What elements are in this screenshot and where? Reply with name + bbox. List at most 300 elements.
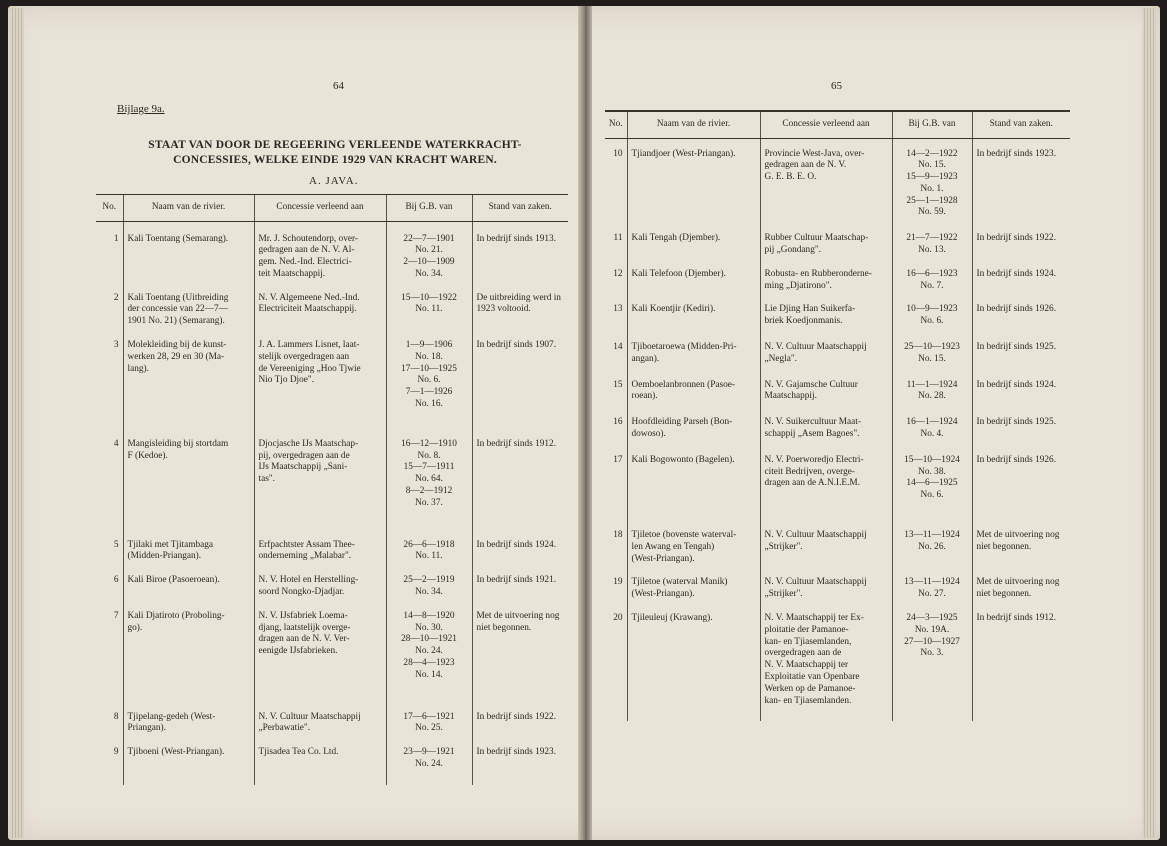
table-row xyxy=(96,540,568,564)
gb-reference-cell xyxy=(892,455,972,502)
row-number-cell xyxy=(605,149,627,220)
concession-holder-line: „Negla". xyxy=(764,353,797,364)
gb-reference-line: 23—9—1921 xyxy=(403,747,455,758)
row-number: 12 xyxy=(613,268,623,279)
river-name-line: Tjiletoe (bovenste waterval- xyxy=(631,530,737,541)
spacer-cell xyxy=(472,599,568,611)
concession-holder-line: Mr. J. Schoutendorp, over- xyxy=(258,233,358,244)
spacer-cell xyxy=(892,219,972,233)
concession-holder-line: N. V. Cultuur Maatschappij xyxy=(764,530,867,541)
spacer-cell xyxy=(386,328,472,340)
row-number-cell xyxy=(605,577,627,601)
spacer-cell xyxy=(972,328,1070,342)
concession-holder-line: N. V. Maatschappij ter Ex- xyxy=(764,613,864,624)
table-row xyxy=(605,530,1070,565)
page-edge-left xyxy=(10,8,24,838)
row-number-cell xyxy=(605,269,627,293)
gb-reference-line: No. 24. xyxy=(415,646,443,657)
gb-reference-line: 25—1—1928 xyxy=(906,195,958,206)
concession-holder-line: kan- en Tjiasemlanden. xyxy=(764,695,852,706)
concession-holder-cell xyxy=(760,233,892,257)
gb-reference-line: No. 37. xyxy=(415,497,443,508)
header-gb: Bij G.B. van xyxy=(892,111,972,139)
concession-holder-cell xyxy=(254,611,386,682)
status-text-line: niet begonnen. xyxy=(476,622,532,633)
river-name-line: Tjiboeni (West-Priangan). xyxy=(127,747,225,758)
gb-reference-line: No. 27. xyxy=(918,589,946,600)
status-text-line: In bedrijf sinds 1924. xyxy=(976,379,1057,390)
row-spacer xyxy=(96,281,568,293)
spacer-cell xyxy=(627,601,760,613)
gb-reference-line: 28—4—1923 xyxy=(403,658,455,669)
spacer-cell xyxy=(605,257,627,269)
concession-holder-line: Djocjasche IJs Maatschap- xyxy=(258,438,359,449)
header-status: Stand van zaken. xyxy=(972,111,1070,139)
status-text-line: In bedrijf sinds 1925. xyxy=(976,417,1057,428)
concession-holder-line: Werken op de Pamanoe- xyxy=(764,683,856,694)
gb-reference-cell xyxy=(386,340,472,411)
row-number-cell xyxy=(96,540,123,564)
river-name-line: Oemboelanbronnen (Pasoe- xyxy=(631,379,736,390)
concession-holder-line: Nio Tjo Djoe". xyxy=(258,375,315,386)
table-row xyxy=(605,613,1070,707)
gb-reference-line: No. 15. xyxy=(918,160,946,171)
concession-holder-line: J. A. Lammers Lisnet, laat- xyxy=(258,340,360,351)
spacer-cell xyxy=(972,601,1070,613)
spacer-cell xyxy=(472,281,568,293)
spacer-cell xyxy=(892,292,972,304)
status-text-line: In bedrijf sinds 1923. xyxy=(976,148,1057,159)
row-number: 11 xyxy=(613,233,623,244)
row-spacer xyxy=(605,441,1070,455)
gb-reference-cell xyxy=(386,293,472,328)
concession-holder-line: pij „Gondang". xyxy=(764,245,821,256)
gb-reference-cell xyxy=(892,149,972,220)
concession-holder-line: stelijk overgedragen aan xyxy=(258,351,350,362)
row-spacer xyxy=(96,328,568,340)
gb-reference-line: 7—1—1926 xyxy=(405,387,453,398)
spacer-cell xyxy=(123,281,254,293)
row-number: 3 xyxy=(113,340,119,351)
spacer-cell xyxy=(386,281,472,293)
page-edge-right xyxy=(1142,8,1156,838)
concession-holder-cell xyxy=(760,530,892,565)
concession-holder-line: N. V. Gajamsche Cultuur xyxy=(764,379,858,390)
status-text-line: Met de uitvoering nog xyxy=(976,577,1060,588)
spacer-cell xyxy=(892,565,972,577)
concession-holder-cell xyxy=(254,234,386,281)
spacer-cell xyxy=(386,563,472,575)
spacer-cell xyxy=(760,219,892,233)
gb-reference-cell xyxy=(892,530,972,565)
spacer-cell xyxy=(605,366,627,380)
gb-reference-line: No. 7. xyxy=(920,280,944,291)
row-number: 13 xyxy=(613,304,623,315)
river-name-line: Tjiboetaroewa (Midden-Pri- xyxy=(631,342,737,353)
spacer-cell xyxy=(972,292,1070,304)
concession-holder-line: N. V. IJsfabriek Loema- xyxy=(258,610,348,621)
row-number: 5 xyxy=(113,539,119,550)
row-spacer xyxy=(96,599,568,611)
table-row xyxy=(605,417,1070,441)
river-name-line: Hoofdleiding Parseh (Bon- xyxy=(631,417,733,428)
spacer-cell xyxy=(972,366,1070,380)
status-text-line: In bedrijf sinds 1923. xyxy=(476,747,557,758)
gb-reference-line: No. 59. xyxy=(918,207,946,218)
concession-holder-line: N. V. Cultuur Maatschappij xyxy=(764,342,867,353)
gb-reference-line: 21—7—1922 xyxy=(906,233,958,244)
gb-reference-cell xyxy=(892,380,972,404)
gb-reference-cell xyxy=(386,439,472,510)
spacer-cell xyxy=(892,707,972,721)
page-number-right: 65 xyxy=(831,80,842,92)
status-text-line: Met de uitvoering nog xyxy=(476,610,560,621)
concession-holder-cell xyxy=(760,613,892,707)
gb-reference-cell xyxy=(892,269,972,293)
concession-holder-line: N. V. Hotel en Herstelling- xyxy=(258,575,359,586)
spacer-cell xyxy=(254,411,386,439)
river-name-line: der concessie van 22—7— xyxy=(127,304,228,315)
river-name-line: go). xyxy=(127,622,143,633)
concession-holder-line: N. V. Maatschappij ter xyxy=(764,660,849,671)
status-text-line: In bedrijf sinds 1925. xyxy=(976,342,1057,353)
river-name-cell xyxy=(627,149,760,220)
status-text-line: In bedrijf sinds 1922. xyxy=(476,711,557,722)
spacer-cell xyxy=(386,222,472,234)
status-text-line: 1923 voltooid. xyxy=(476,304,531,315)
concession-holder-line: gedragen aan de N. V. Al- xyxy=(258,245,355,256)
table-row xyxy=(605,455,1070,502)
concession-holder-line: N. V. Suikercultuur Maat- xyxy=(764,417,861,428)
status-text-line: In bedrijf sinds 1926. xyxy=(976,454,1057,465)
gb-reference-line: No. 34. xyxy=(415,587,443,598)
page-number-left: 64 xyxy=(333,80,344,92)
spacer-cell xyxy=(386,682,472,712)
spacer-cell xyxy=(605,565,627,577)
gb-reference-line: 14—6—1925 xyxy=(906,478,958,489)
status-text-cell xyxy=(972,530,1070,565)
spacer-cell xyxy=(123,735,254,747)
status-text-line: In bedrijf sinds 1926. xyxy=(976,304,1057,315)
row-number: 17 xyxy=(613,454,623,465)
gb-reference-line: No. 34. xyxy=(415,268,443,279)
spacer-cell xyxy=(972,707,1070,721)
spacer-cell xyxy=(254,563,386,575)
table-body-right xyxy=(605,139,1070,722)
spacer-cell xyxy=(254,281,386,293)
row-spacer xyxy=(605,366,1070,380)
spacer-cell xyxy=(96,510,123,540)
concession-holder-cell xyxy=(760,269,892,293)
river-name-cell xyxy=(123,293,254,328)
spacer-cell xyxy=(892,403,972,417)
concession-holder-line: Lie Djing Han Suikerfa- xyxy=(764,304,856,315)
concession-holder-cell xyxy=(254,747,386,771)
gb-reference-line: 16—6—1923 xyxy=(906,268,958,279)
table-row xyxy=(605,380,1070,404)
row-spacer xyxy=(96,510,568,540)
concession-holder-line: de Vereeniging „Hoo Tjwie xyxy=(258,363,361,374)
gb-reference-line: 28—10—1921 xyxy=(401,634,457,645)
gb-reference-cell xyxy=(892,342,972,366)
river-name-cell xyxy=(627,233,760,257)
river-name-line: (Midden-Priangan). xyxy=(127,551,202,562)
row-spacer xyxy=(605,139,1070,149)
concession-holder-cell xyxy=(760,304,892,328)
river-name-line: Molekleiding bij de kunst- xyxy=(127,340,227,351)
gb-reference-line: No. 6. xyxy=(920,490,944,501)
spacer-cell xyxy=(760,441,892,455)
spacer-cell xyxy=(760,366,892,380)
spacer-cell xyxy=(972,441,1070,455)
concession-holder-cell xyxy=(760,380,892,404)
status-text-cell xyxy=(472,340,568,411)
river-name-cell xyxy=(123,575,254,599)
gb-reference-cell xyxy=(386,611,472,682)
concession-holder-line: „Perbawatie". xyxy=(258,723,311,734)
spacer-cell xyxy=(605,403,627,417)
row-number: 14 xyxy=(613,342,623,353)
spacer-cell xyxy=(254,735,386,747)
spacer-cell xyxy=(760,502,892,530)
river-name-line: Mangisleiding bij stortdam xyxy=(127,438,229,449)
concession-holder-cell xyxy=(760,417,892,441)
spacer-cell xyxy=(96,222,123,234)
spacer-cell xyxy=(96,411,123,439)
status-text-line: In bedrijf sinds 1921. xyxy=(476,575,557,586)
row-number-cell xyxy=(96,340,123,411)
gb-reference-line: 17—6—1921 xyxy=(403,711,455,722)
gb-reference-line: No. 21. xyxy=(415,245,443,256)
spacer-cell xyxy=(760,707,892,721)
gb-reference-line: 26—6—1918 xyxy=(403,539,455,550)
row-number-cell xyxy=(96,575,123,599)
concession-holder-line: briek Koedjonmanis. xyxy=(764,316,843,327)
concession-holder-line: Tjisadea Tea Co. Ltd. xyxy=(258,747,339,758)
river-name-line: Tjiandjoer (West-Priangan). xyxy=(631,148,736,159)
table-row xyxy=(605,577,1070,601)
concessions-table-left xyxy=(96,194,568,785)
spacer-cell xyxy=(386,510,472,540)
river-name-line: lang). xyxy=(127,363,149,374)
concession-holder-line: djang, laatstelijk overge- xyxy=(258,622,351,633)
header-river: Naam van de rivier. xyxy=(123,195,254,222)
gb-reference-line: No. 11. xyxy=(415,304,443,315)
spacer-cell xyxy=(254,599,386,611)
river-name-line: Priangan). xyxy=(127,723,166,734)
river-name-cell xyxy=(627,342,760,366)
river-name-line: Kali Koentjir (Kediri). xyxy=(631,304,716,315)
spacer-cell xyxy=(972,139,1070,149)
row-spacer xyxy=(605,219,1070,233)
table-row xyxy=(96,439,568,510)
status-text-cell xyxy=(472,234,568,281)
gb-reference-line: 16—1—1924 xyxy=(906,417,958,428)
spacer-cell xyxy=(972,565,1070,577)
river-name-cell xyxy=(627,613,760,707)
row-number: 1 xyxy=(113,233,119,244)
spacer-cell xyxy=(760,328,892,342)
spacer-cell xyxy=(472,735,568,747)
gb-reference-line: 13—11—1924 xyxy=(904,530,960,541)
concession-holder-cell xyxy=(760,342,892,366)
spacer-cell xyxy=(386,735,472,747)
concession-holder-line: Provincie West-Java, over- xyxy=(764,148,865,159)
concession-holder-line: IJs Maatschappij „Sani- xyxy=(258,462,348,473)
status-text-cell xyxy=(972,455,1070,502)
spacer-cell xyxy=(627,139,760,149)
gb-reference-cell xyxy=(386,712,472,736)
spacer-cell xyxy=(605,707,627,721)
river-name-line: Kali Tengah (Djember). xyxy=(631,233,721,244)
river-name-line: Tjilaki met Tjitambaga xyxy=(127,539,214,550)
spacer-cell xyxy=(605,328,627,342)
spacer-cell xyxy=(123,411,254,439)
status-text-line: niet begonnen. xyxy=(976,541,1032,552)
table-header-row xyxy=(605,111,1070,139)
spacer-cell xyxy=(627,403,760,417)
river-name-cell xyxy=(123,540,254,564)
spacer-cell xyxy=(123,222,254,234)
row-number: 8 xyxy=(113,711,119,722)
status-text-cell xyxy=(472,611,568,682)
status-text-cell xyxy=(972,304,1070,328)
spacer-cell xyxy=(96,281,123,293)
row-number: 15 xyxy=(613,379,623,390)
river-name-line: angan). xyxy=(631,353,660,364)
gb-reference-line: No. 18. xyxy=(415,351,443,362)
row-number-cell xyxy=(96,611,123,682)
spacer-cell xyxy=(892,139,972,149)
concession-holder-line: tas". xyxy=(258,474,275,485)
spacer-cell xyxy=(386,411,472,439)
spacer-cell xyxy=(254,328,386,340)
row-number-cell xyxy=(605,304,627,328)
spacer-cell xyxy=(892,502,972,530)
row-spacer xyxy=(96,735,568,747)
page-title xyxy=(100,138,570,168)
gb-reference-line: No. 6. xyxy=(920,316,944,327)
concession-holder-line: Maatschappij. xyxy=(764,391,817,402)
spacer-cell xyxy=(627,219,760,233)
row-number: 20 xyxy=(613,613,623,624)
river-name-cell xyxy=(627,304,760,328)
gb-reference-line: No. 15. xyxy=(918,353,946,364)
river-name-cell xyxy=(123,611,254,682)
row-number: 16 xyxy=(613,417,623,428)
title-line-2: CONCESSIES, WELKE EINDE 1929 VAN KRACHT WAREN. xyxy=(173,154,497,166)
gb-reference-line: 25—10—1923 xyxy=(904,342,960,353)
row-number-cell xyxy=(605,342,627,366)
gb-reference-line: No. 64. xyxy=(415,474,443,485)
status-text-cell xyxy=(472,540,568,564)
row-spacer xyxy=(605,328,1070,342)
status-text-line: In bedrijf sinds 1913. xyxy=(476,233,557,244)
concession-holder-line: onderneming „Malabar". xyxy=(258,551,352,562)
gb-reference-line: 15—9—1923 xyxy=(906,172,958,183)
spacer-cell xyxy=(123,599,254,611)
river-name-cell xyxy=(627,577,760,601)
table-row xyxy=(96,340,568,411)
gb-reference-line: No. 16. xyxy=(415,399,443,410)
header-river: Naam van de rivier. xyxy=(627,111,760,139)
table-body-left xyxy=(96,222,568,785)
concession-holder-line: Robusta- en Rubberonderne- xyxy=(764,268,872,279)
gb-reference-line: 22—7—1901 xyxy=(403,233,455,244)
section-heading: A. JAVA. xyxy=(309,175,359,187)
spacer-cell xyxy=(627,292,760,304)
gb-reference-line: No. 38. xyxy=(918,466,946,477)
status-text-line: De uitbreiding werd in xyxy=(476,292,561,303)
gb-reference-line: No. 13. xyxy=(918,245,946,256)
spacer-cell xyxy=(386,771,472,785)
concession-holder-line: „Strijker". xyxy=(764,589,803,600)
river-name-cell xyxy=(627,455,760,502)
row-number-cell xyxy=(96,234,123,281)
spacer-cell xyxy=(472,328,568,340)
status-text-line: Met de uitvoering nog xyxy=(976,530,1060,541)
gb-reference-line: 24—3—1925 xyxy=(906,613,958,624)
status-text-cell xyxy=(472,439,568,510)
spacer-cell xyxy=(760,403,892,417)
concession-holder-line: Electriciteit Maatschappij. xyxy=(258,304,357,315)
row-spacer xyxy=(605,502,1070,530)
gb-reference-line: 16—12—1910 xyxy=(401,438,457,449)
concession-holder-line: teit Maatschappij. xyxy=(258,268,326,279)
row-number: 2 xyxy=(113,292,119,303)
status-text-cell xyxy=(472,747,568,771)
row-number: 9 xyxy=(113,747,119,758)
row-spacer xyxy=(605,292,1070,304)
gb-reference-line: No. 30. xyxy=(415,622,443,633)
spacer-cell xyxy=(972,403,1070,417)
concession-holder-line: N. V. Poerworedjo Electri- xyxy=(764,454,864,465)
concessions-table-right xyxy=(605,110,1070,721)
concession-holder-line: dragen aan de A.N.I.E.M. xyxy=(764,478,861,489)
table-row xyxy=(96,611,568,682)
gb-reference-cell xyxy=(386,234,472,281)
header-status: Stand van zaken. xyxy=(472,195,568,222)
row-number: 18 xyxy=(613,530,623,541)
spacer-cell xyxy=(472,682,568,712)
gb-reference-line: 13—11—1924 xyxy=(904,577,960,588)
header-no: No. xyxy=(96,195,123,222)
spacer-cell xyxy=(386,599,472,611)
row-number-cell xyxy=(96,747,123,771)
spacer-cell xyxy=(627,366,760,380)
gb-reference-line: 15—10—1924 xyxy=(904,454,960,465)
spacer-cell xyxy=(472,771,568,785)
row-number-cell xyxy=(605,530,627,565)
gb-reference-line: 1—9—1906 xyxy=(405,340,453,351)
concession-holder-line: pij, overgedragen aan de xyxy=(258,450,350,461)
row-spacer xyxy=(96,411,568,439)
gb-reference-cell xyxy=(386,540,472,564)
spacer-cell xyxy=(472,222,568,234)
gb-reference-line: 27—10—1927 xyxy=(904,636,960,647)
title-line-1: STAAT VAN DOOR DE REGEERING VERLEENDE WATERKRACHT- xyxy=(148,139,522,151)
status-text-line: In bedrijf sinds 1912. xyxy=(976,613,1057,624)
river-name-cell xyxy=(123,234,254,281)
river-name-cell xyxy=(627,380,760,404)
gb-reference-line: No. 6. xyxy=(417,375,441,386)
river-name-line: Kali Telefoon (Djember). xyxy=(631,268,726,279)
river-name-line: len Awang en Tengah) xyxy=(631,541,715,552)
row-number-cell xyxy=(605,233,627,257)
table-row xyxy=(96,234,568,281)
concession-holder-line: ploitatie der Pamanoe- xyxy=(764,624,849,635)
concession-holder-cell xyxy=(760,577,892,601)
